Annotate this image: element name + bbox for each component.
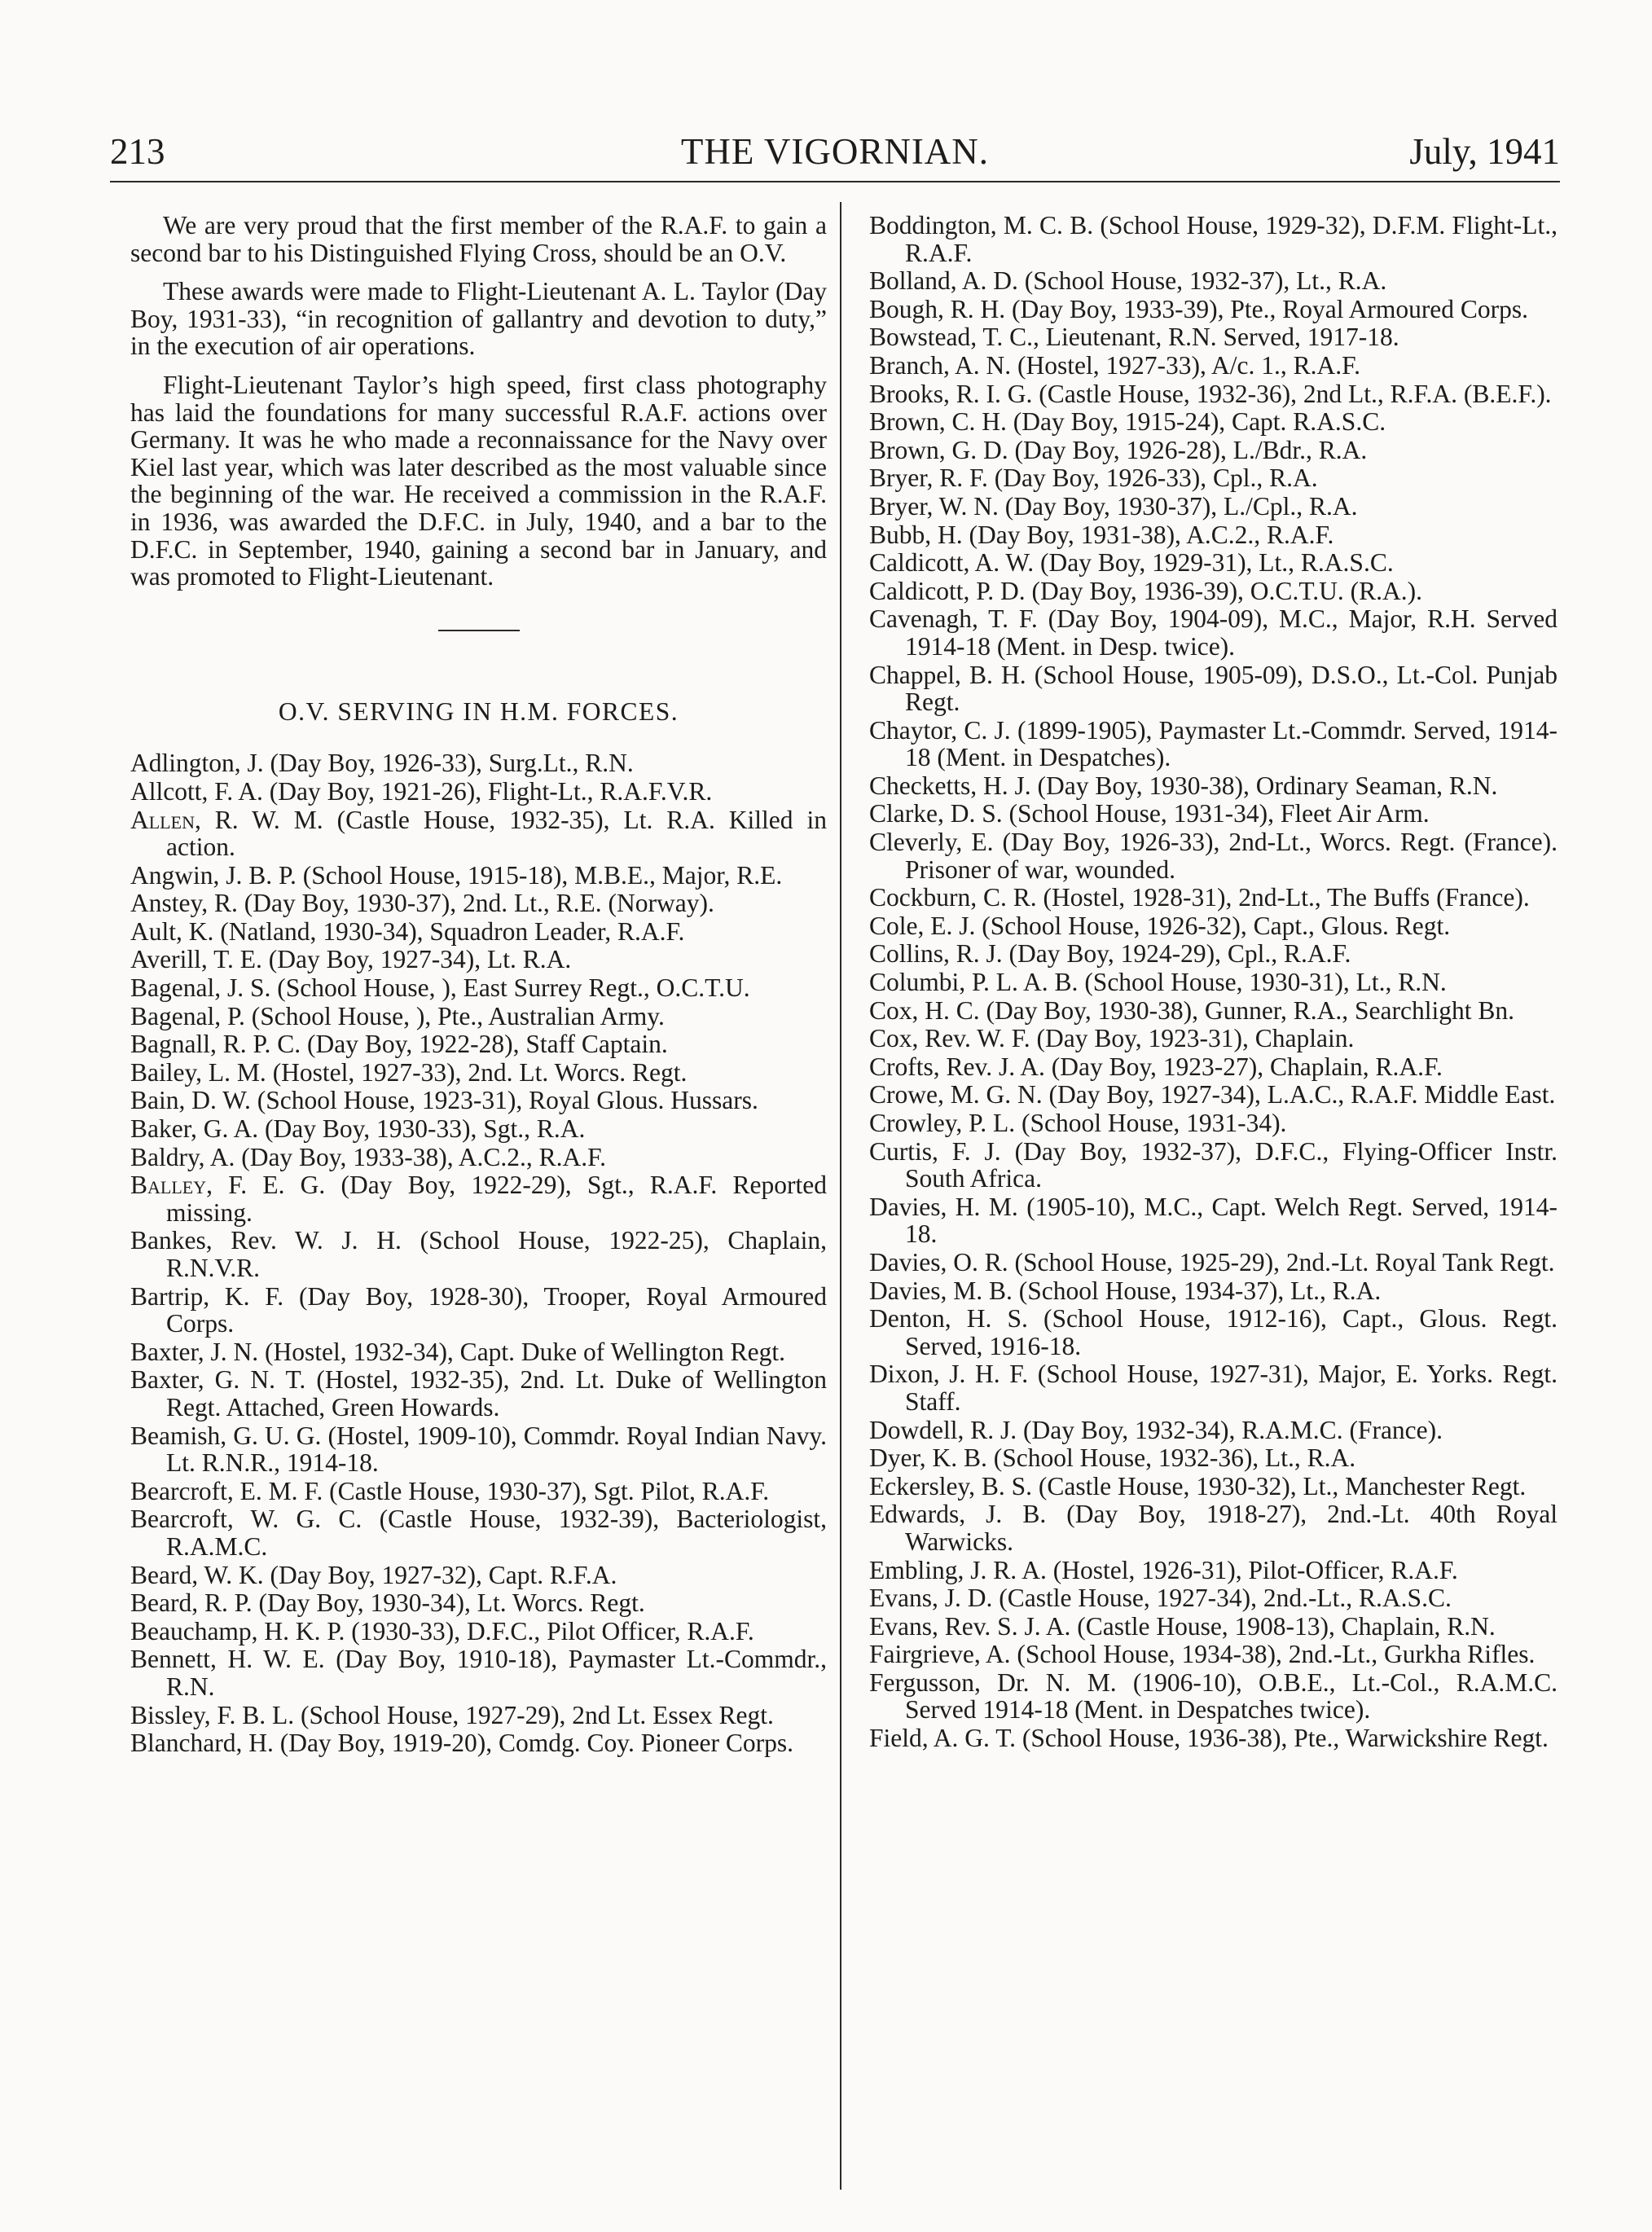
entry-details: (Day Boy, 1923-27), Chaplain, R.A.F. [1044, 1052, 1443, 1081]
roll-entry [869, 1277, 1558, 1305]
issue-date: July, 1941 [1409, 131, 1560, 172]
entry-name: Edwards, J. B. [869, 1500, 1047, 1529]
entry-details: (School House, 1927-29), 2nd Lt. Essex Regt. [294, 1700, 774, 1729]
roll-entry [869, 1109, 1558, 1137]
entry-details: (Day Boy, 1919-20), Comdg. Coy. Pioneer Corps. [273, 1729, 793, 1758]
roll-entry [130, 1505, 827, 1560]
entry-details: (School House, 1929-32), D.F.M. Flight-Lt., R.A.F. [905, 211, 1558, 267]
entry-details: (Day Boy, 1936-39), O.C.T.U. (R.A.). [1025, 576, 1422, 605]
entry-name: Brooks, R. I. G. [869, 379, 1033, 408]
entry-name: Balley [130, 1171, 207, 1200]
roll-entry [869, 940, 1558, 968]
entry-details: (Day Boy, 1930-38), Ordinary Seaman, R.N. [1030, 771, 1498, 800]
entry-details: (Natland, 1930-34), Squadron Leader, R.A.F. [213, 916, 685, 946]
entry-name: Evans, Rev. S. J. A. [869, 1611, 1071, 1641]
roll-entry [869, 1444, 1558, 1472]
left-column [130, 212, 827, 1758]
entry-name: Bough, R. H. [869, 294, 1006, 323]
entry-name: Davies, M. B. [869, 1276, 1013, 1305]
roll-entry [869, 1193, 1558, 1248]
roll-entry [869, 352, 1558, 380]
intro-paragraph: We are very proud that the first member of the R.A.F. to gain a second bar to his Distinguished Flying Cross, should be an O.V. [130, 211, 827, 267]
roll-entry [869, 549, 1558, 577]
entry-details: (Day Boy, 1933-39), Pte., Royal Armoured Corps. [1005, 294, 1529, 323]
entry-details: (School House, 1926-32), Capt., Glous. Regt. [975, 911, 1451, 940]
column-divider [840, 202, 841, 2190]
entry-details: (Day Boy, 1931-38), A.C.2., R.A.F. [962, 520, 1334, 549]
entry-details: (School House, 1932-36), Lt., R.A. [986, 1443, 1356, 1473]
entry-details: (Hostel, 1927-33), 2nd. Lt. Worcs. Regt. [266, 1057, 688, 1087]
entry-name: Evans, J. D. [869, 1584, 993, 1613]
entry-name: Bennett, H. W. E. [130, 1645, 325, 1674]
entry-details: (School House, ), Pte., Australian Army. [244, 1001, 665, 1030]
roll-entry [130, 1003, 827, 1030]
entry-name: Allen [130, 805, 195, 834]
roll-entry [869, 912, 1558, 940]
roll-entry [869, 1473, 1558, 1500]
entry-name: Checketts, H. J. [869, 771, 1031, 800]
entry-details: (Day Boy, 1918-27), 2nd.-Lt. 40th Royal Warwicks. [905, 1500, 1558, 1556]
entry-name: Baxter, G. N. T. [130, 1365, 306, 1395]
entry-name: Bain, D. W. [130, 1086, 251, 1115]
entry-details: (School House, 1912-16), Capt., Glous. Regt. Served, 1916-18. [905, 1304, 1558, 1360]
entry-name: Baxter, J. N. [130, 1337, 259, 1366]
entry-name: Embling, J. R. A. [869, 1555, 1047, 1584]
roll-entry [869, 1641, 1558, 1668]
entry-name: Fairgrieve, A. [869, 1640, 1011, 1669]
entry-name: Chappel, B. H. [869, 660, 1026, 689]
roll-entry [869, 464, 1558, 492]
roll-entry [869, 997, 1558, 1025]
entry-details: (Castle House, 1932-35), Lt. R.A. Killed in action. [166, 805, 827, 862]
entry-name: Bryer, W. N. [869, 491, 999, 521]
roll-entry [869, 323, 1558, 351]
entry-details: (School House, 1925-29), 2nd.-Lt. Royal Tank Regt. [1008, 1247, 1555, 1276]
roll-entry [869, 1725, 1558, 1752]
entry-initials: , F. E. G. [206, 1171, 326, 1200]
entry-name: Bowstead, T. C. [869, 323, 1033, 352]
entry-name: Dowdell, R. J. [869, 1415, 1017, 1444]
entry-details: (Hostel, 1909-10), Commdr. Royal Indian Navy. Lt. R.N.R., 1914-18. [166, 1421, 827, 1478]
roll-entry [869, 1500, 1558, 1555]
roll-entry [869, 1025, 1558, 1052]
entry-details: (1930-33), D.F.C., Pilot Officer, R.A.F. [345, 1616, 754, 1645]
entry-name: Bolland, A. D. [869, 266, 1018, 296]
roll-entry [869, 969, 1558, 996]
entry-name: Clarke, D. S. [869, 799, 1003, 828]
entry-details: , Lieutenant, R.N. Served, 1917-18. [1032, 323, 1399, 352]
entry-details: (School House, 1927-31), Major, E. Yorks. Regt. Staff. [905, 1360, 1558, 1416]
entry-details: (School House, 1931-34), Fleet Air Arm. [1002, 799, 1430, 828]
entry-details: (School House, ), East Surrey Regt., O.C.T.U. [270, 973, 750, 1003]
entry-name: Bryer, R. F. [869, 464, 988, 493]
roll-entry [130, 1702, 827, 1729]
entry-details: (Day Boy, 1927-32), Capt. R.F.A. [263, 1560, 617, 1589]
entry-name: Blanchard, H. [130, 1729, 274, 1758]
roll-entry [869, 717, 1558, 771]
entry-name: Baldry, A. [130, 1142, 235, 1171]
entry-name: Chaytor, C. J. [869, 715, 1011, 745]
roll-entry [869, 1360, 1558, 1415]
entry-name: Brown, G. D. [869, 435, 1008, 464]
entry-name: Beard, W. K. [130, 1560, 264, 1589]
entry-name: Collins, R. J. [869, 939, 1003, 969]
roll-entry [130, 918, 827, 946]
roll-entry [130, 1030, 827, 1058]
entry-name: Curtis, F. J. [869, 1136, 1001, 1166]
entry-name: Anstey, R. [130, 889, 238, 918]
entry-details: (Hostel, 1928-31), 2nd-Lt., The Buffs (France). [1036, 883, 1530, 912]
entry-details: (School House, 1934-38), 2nd.-Lt., Gurkha Rifles. [1010, 1640, 1536, 1669]
roll-entry [130, 974, 827, 1002]
roll-entry [869, 661, 1558, 716]
entry-details: (Day Boy, 1922-28), Staff Captain. [301, 1030, 668, 1059]
entry-details: (Day Boy, 1926-33), 2nd-Lt., Worcs. Regt. (France). Prisoner of war, wounded. [905, 828, 1558, 884]
entry-details: (Day Boy, 1921-26), Flight-Lt., R.A.F.V.R. [262, 776, 713, 806]
entry-name: Branch, A. N. [869, 350, 1012, 380]
entry-name: Crofts, Rev. J. A. [869, 1052, 1045, 1081]
entry-details: (Day Boy, 1930-34), Lt. Worcs. Regt. [252, 1588, 645, 1618]
entry-details: (Day Boy, 1910-18), Paymaster Lt.-Commdr., R.N. [166, 1645, 827, 1701]
entry-details: (Castle House, 1927-34), 2nd.-Lt., R.A.S.C. [992, 1584, 1452, 1613]
entry-name: Allcott, F. A. [130, 776, 263, 806]
entry-details: (Day Boy, 1924-29), Cpl., R.A.F. [1002, 939, 1351, 969]
roll-entry [869, 884, 1558, 912]
roll-entry [869, 800, 1558, 828]
entry-name: Bankes, Rev. W. J. H. [130, 1226, 402, 1255]
entry-name: Averill, T. E. [130, 945, 262, 974]
entry-details: (Day Boy, 1929-31), Lt., R.A.S.C. [1034, 548, 1394, 578]
entry-name: Fergusson, Dr. N. M. [869, 1667, 1117, 1697]
entry-details: (School House, 1930-31), Lt., R.N. [1078, 968, 1447, 997]
entry-name: Bartrip, K. F. [130, 1281, 284, 1311]
entry-name: Bubb, H. [869, 520, 963, 549]
roll-entry [130, 1144, 827, 1171]
entry-name: Cavenagh, T. F. [869, 604, 1038, 634]
entry-details: (School House, 1922-25), Chaplain, R.N.V.R. [166, 1226, 827, 1282]
roll-entry [130, 1227, 827, 1281]
roll-entry [130, 1562, 827, 1589]
roll-entry [869, 521, 1558, 549]
roll-entry [869, 1557, 1558, 1584]
entry-details: (Hostel, 1926-31), Pilot-Officer, R.A.F. [1046, 1555, 1458, 1584]
entry-name: Cole, E. J. [869, 911, 976, 940]
entry-details: (Day Boy, 1915-24), Capt. R.A.S.C. [1006, 407, 1386, 437]
entry-details: (1899-1905), Paymaster Lt.-Commdr. Served, 1914-18 (Ment. in Despatches). [905, 715, 1558, 772]
roll-entry [130, 1338, 827, 1366]
entry-name: Baker, G. A. [130, 1114, 259, 1144]
entry-name: Bagenal, J. S. [130, 973, 271, 1003]
entry-name: Crowe, M. G. N. [869, 1080, 1043, 1109]
entry-details: (Day Boy, 1930-37), 2nd. Lt., R.E. (Norway). [237, 889, 714, 918]
roll-entry [869, 605, 1558, 660]
entry-details: (School House, 1915-18), M.B.E., Major, R.E. [296, 860, 783, 890]
section-separator [438, 630, 520, 631]
right-column [869, 212, 1558, 1753]
roll-entry [130, 946, 827, 973]
roll-entry [869, 437, 1558, 464]
entry-name: Bearcroft, W. G. C. [130, 1505, 362, 1534]
entry-details: (Hostel, 1932-34), Capt. Duke of Wellington Regt. [258, 1337, 786, 1366]
entry-details: (Day Boy, 1923-31), Chaplain. [1030, 1024, 1355, 1053]
entry-details: (Day Boy, 1922-29), Sgt., R.A.F. Reported missing. [166, 1171, 827, 1227]
intro-paragraph: Flight-Lieutenant Taylor’s high speed, first class photography has laid the foundations for many successful R.A.F. actions over Germany. It was he who made a reconnaissance for the Navy over Kiel last year, which was later described as the most valuable since the beginning of the war. He received a commission in the R.A.F. in 1936, was awarded the D.F.C. in July, 1940, and a bar to the D.F.C. in September, 1940, gaining a second bar in January, and was promoted to Flight-Lieutenant. [130, 370, 827, 591]
entry-name: Cockburn, C. R. [869, 883, 1037, 912]
roll-entry [869, 380, 1558, 408]
roll-entry [869, 408, 1558, 436]
entry-details: (Castle House, 1932-36), 2nd Lt., R.F.A. (B.E.F.). [1032, 379, 1552, 408]
roll-entry [130, 1171, 827, 1226]
roll-entry [869, 267, 1558, 295]
roll-entry [869, 1053, 1558, 1081]
entry-name: Ault, K. [130, 916, 214, 946]
page-number: 213 [110, 131, 165, 172]
entry-details: (Castle House, 1930-37), Sgt. Pilot, R.A.F. [323, 1476, 770, 1505]
roll-entry [130, 1589, 827, 1617]
page [110, 130, 1560, 2151]
entry-details: (Day Boy, 1933-38), A.C.2., R.A.F. [235, 1142, 607, 1171]
entry-name: Cox, H. C. [869, 995, 980, 1025]
roll-entry [130, 1618, 827, 1645]
entry-name: Dixon, J. H. F. [869, 1360, 1029, 1389]
entry-name: Bissley, F. B. L. [130, 1700, 295, 1729]
roll-entry [130, 1059, 827, 1087]
entry-details: (1906-10), O.B.E., Lt.-Col., R.A.M.C. Served 1914-18 (Ment. in Despatches twice). [905, 1667, 1558, 1725]
entry-name: Cox, Rev. W. F. [869, 1024, 1030, 1053]
entry-name: Beard, R. P. [130, 1588, 253, 1618]
entry-details: (Castle House, 1908-13), Chaplain, R.N. [1070, 1611, 1496, 1641]
roll-entry [130, 778, 827, 806]
section-title: O.V. SERVING IN H.M. FORCES. [278, 696, 679, 726]
entry-name: Beauchamp, H. K. P. [130, 1616, 345, 1645]
entry-details: (Day Boy, 1904-09), M.C., Major, R.H. Served 1914-18 (Ment. in Desp. twice). [905, 604, 1558, 661]
roll-entry [130, 1115, 827, 1143]
roll-entry [869, 493, 1558, 521]
entry-details: (Day Boy, 1926-28), L./Bdr., R.A. [1008, 435, 1368, 464]
entry-details: (Day Boy, 1930-37), L./Cpl., R.A. [998, 491, 1358, 521]
roll-entry [130, 1422, 827, 1477]
roll-entry [130, 749, 827, 777]
entry-details: (School House, 1905-09), D.S.O., Lt.-Col. Punjab Regt. [905, 660, 1558, 717]
entry-details: (Hostel, 1927-33), A/c. 1., R.A.F. [1011, 350, 1360, 380]
roll-entry [869, 1305, 1558, 1360]
entry-details: (Castle House, 1932-39), Bacteriologist, R.A.M.C. [166, 1505, 827, 1561]
roll-entry [869, 1138, 1558, 1193]
entry-details: (Hostel, 1932-35), 2nd. Lt. Duke of Wellington Regt. Attached, Green Howards. [166, 1365, 827, 1421]
entry-name: Brown, C. H. [869, 407, 1007, 437]
entry-details: (Day Boy, 1930-38), Gunner, R.A., Searchlight Bn. [979, 995, 1515, 1025]
entry-name: Angwin, J. B. P. [130, 860, 297, 890]
entry-name: Field, A. G. T. [869, 1724, 1016, 1753]
page-header [110, 130, 1560, 179]
roll-entry [869, 828, 1558, 883]
roll-entry [869, 1669, 1558, 1724]
entry-name: Davies, O. R. [869, 1247, 1008, 1276]
entry-name: Bailey, L. M. [130, 1057, 266, 1087]
entry-initials: , R. W. M. [194, 805, 323, 834]
entry-name: Boddington, M. C. B. [869, 211, 1094, 239]
header-rule [110, 181, 1560, 182]
entry-details: (Day Boy, 1930-33), Sgt., R.A. [258, 1114, 586, 1144]
entry-details: (Day Boy, 1928-30), Trooper, Royal Armoured Corps. [166, 1281, 827, 1338]
roll-entry [130, 806, 827, 861]
entry-details: (Day Boy, 1926-33), Surg.Lt., R.N. [263, 749, 634, 778]
entry-details: (Castle House, 1930-32), Lt., Manchester Regt. [1032, 1471, 1527, 1500]
entry-details: (Day Boy, 1926-33), Cpl., R.A. [987, 464, 1318, 493]
entry-name: Beamish, G. U. G. [130, 1421, 322, 1450]
entry-name: Bagnall, R. P. C. [130, 1030, 301, 1059]
entry-name: Eckersley, B. S. [869, 1471, 1033, 1500]
entry-details: (Day Boy, 1927-34), Lt. R.A. [261, 945, 572, 974]
roll-entry [130, 1729, 827, 1757]
entry-name: Adlington, J. [130, 749, 264, 778]
intro-paragraph: These awards were made to Flight-Lieutenant A. L. Taylor (Day Boy, 1931-33), “in recognition of gallantry and devotion to duty,” in the execution of air operations. [130, 277, 827, 361]
entry-details: (School House, 1932-37), Lt., R.A. [1017, 266, 1387, 296]
entry-details: (Day Boy, 1927-34), L.A.C., R.A.F. Middle East. [1042, 1080, 1556, 1109]
roll-entry [869, 578, 1558, 605]
roll-entry [130, 1366, 827, 1421]
entry-name: Caldicott, A. W. [869, 548, 1035, 578]
entry-name: Denton, H. S. [869, 1304, 1028, 1333]
entry-name: Columbi, P. L. A. B. [869, 968, 1079, 997]
roll-entry [130, 862, 827, 890]
roll-entry [130, 890, 827, 917]
roll-entry [130, 1478, 827, 1505]
entry-name: Dyer, K. B. [869, 1443, 987, 1473]
entry-name: Cleverly, E. [869, 828, 994, 857]
roll-entry [869, 1417, 1558, 1444]
entry-name: Crowley, P. L. [869, 1109, 1016, 1137]
roll-entry [869, 1081, 1558, 1109]
entry-name: Bagenal, P. [130, 1001, 245, 1030]
entry-details: (Day Boy, 1932-37), D.F.C., Flying-Officer Instr. South Africa. [905, 1136, 1558, 1193]
entry-details: (1905-10), M.C., Capt. Welch Regt. Served, 1914-18. [905, 1192, 1558, 1249]
roll-entry [869, 212, 1558, 266]
entry-details: (School House, 1936-38), Pte., Warwickshire Regt. [1015, 1724, 1549, 1753]
roll-entry [130, 1087, 827, 1114]
entry-name: Caldicott, P. D. [869, 576, 1026, 605]
roll-entry [130, 1645, 827, 1700]
entry-details: (School House, 1923-31), Royal Glous. Hussars. [250, 1086, 758, 1115]
entry-name: Davies, H. M. [869, 1192, 1018, 1221]
entry-details: (Day Boy, 1932-34), R.A.M.C. (France). [1017, 1415, 1443, 1444]
roll-entry [869, 772, 1558, 800]
roll-entry [869, 296, 1558, 323]
roll-entry [869, 1613, 1558, 1641]
entry-details: (School House, 1931-34). [1015, 1109, 1287, 1137]
roll-entry [869, 1584, 1558, 1612]
roll-entry [130, 1283, 827, 1338]
roll-entry [869, 1249, 1558, 1276]
entry-details: (School House, 1934-37), Lt., R.A. [1012, 1276, 1382, 1305]
journal-title: THE VIGORNIAN. [680, 131, 990, 172]
entry-name: Bearcroft, E. M. F. [130, 1476, 323, 1505]
